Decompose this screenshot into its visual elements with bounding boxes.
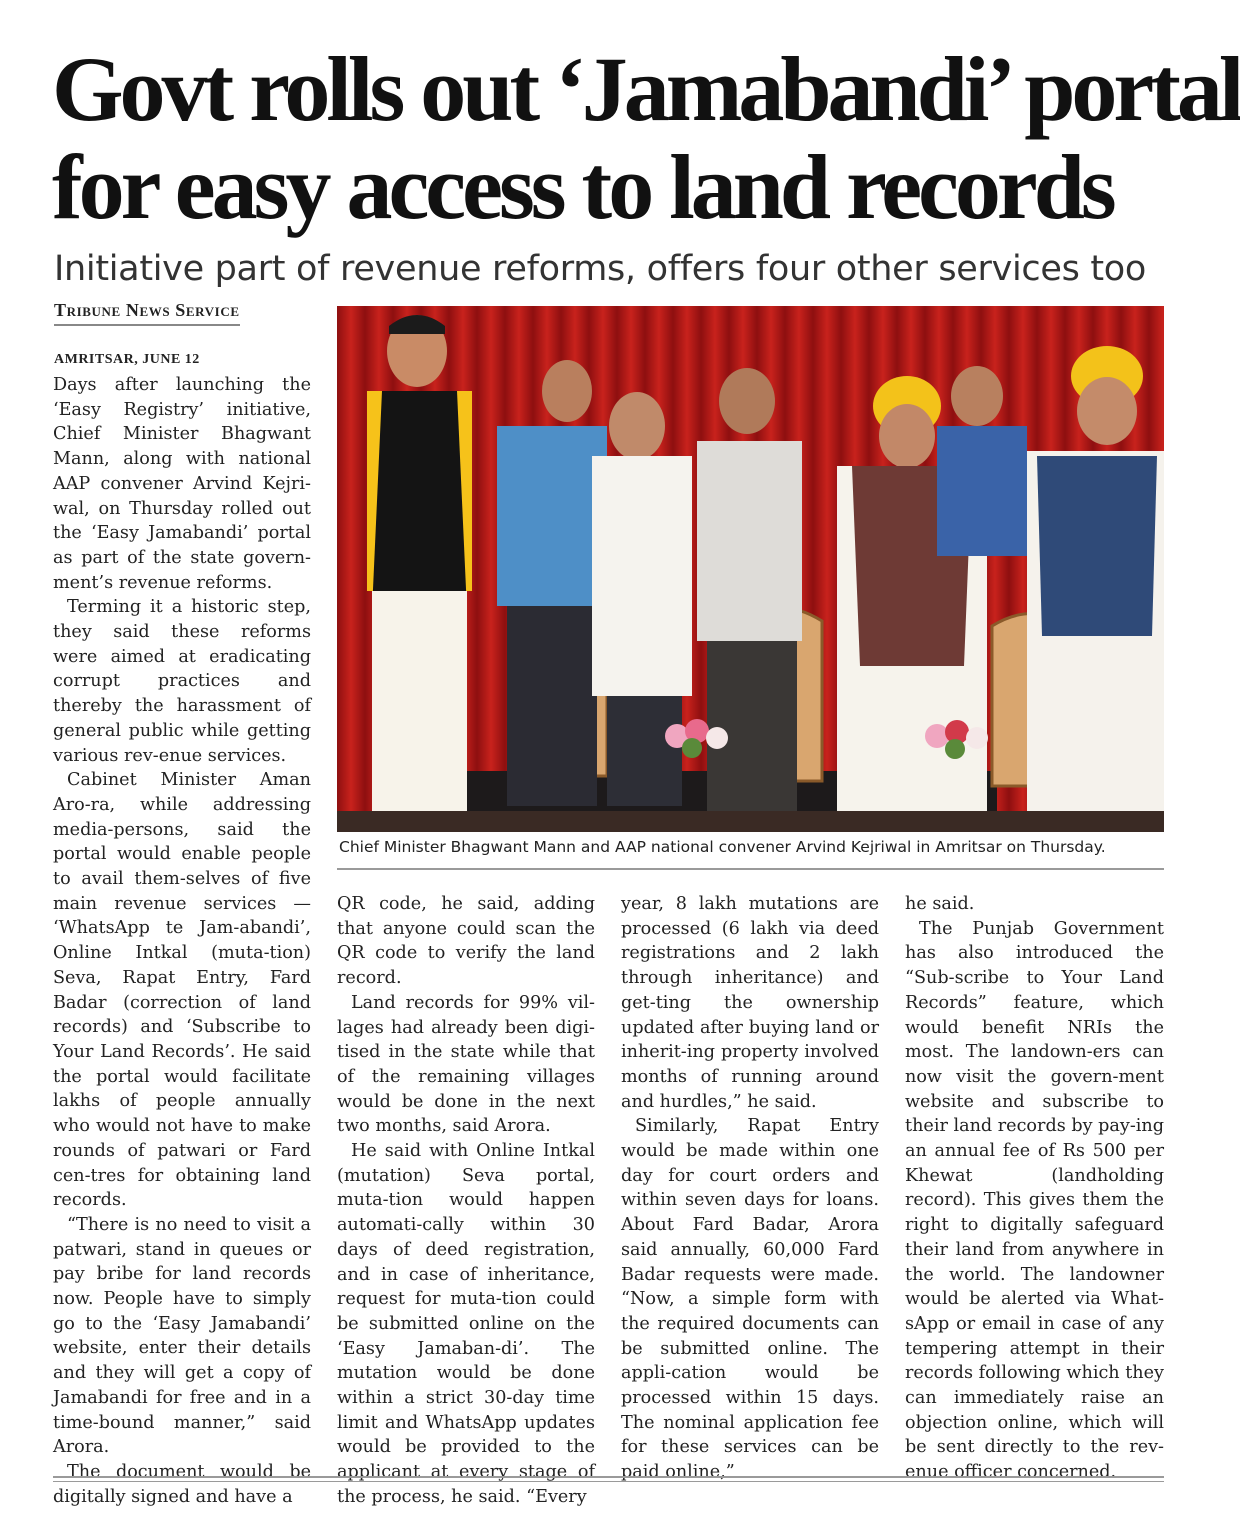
paragraph: QR code, he said, adding that anyone could scan the QR code to verify the land record. <box>337 894 595 989</box>
news-photo <box>337 306 1164 832</box>
photo-illustration <box>337 306 1164 832</box>
paragraph: He said with Online Intkal (mutation) Seva portal, muta-tion would happen automati-cally within 30 days of deed registration, and in case of inheritance, request for muta-tion could be submitted online on the ‘Easy Jamaban-di’. The mutation would be done within a strict 30-day time limit and WhatsApp updates would be provided to the applicant at every stage of the process, he said. “Every <box>337 1141 595 1507</box>
article-column-2 <box>337 892 595 1507</box>
paragraph: he said. <box>905 894 975 914</box>
photo-caption: Chief Minister Bhagwant Mann and AAP national convener Arvind Kejriwal in Amritsar on Thursday. <box>339 838 1106 856</box>
dateline: AMRITSAR, JUNE 12 <box>54 352 200 367</box>
paragraph: Terming it a historic step, they said these reforms were aimed at eradicating corrupt practices and thereby the harassment of general public while getting various rev-enue services. <box>53 597 311 766</box>
article-column-3 <box>621 892 879 1483</box>
headline-line-2: for easy access to land records <box>52 136 1113 238</box>
paragraph: “There is no need to visit a patwari, stand in queues or pay bribe for land records now. People have to simply go to the ‘Easy Jamabandi’ website, enter their details and they will get a copy of Jamabandi for free and in a time-bound manner,” said Arora. <box>53 1214 311 1458</box>
paragraph: year, 8 lakh mutations are processed (6 lakh via deed registrations and 2 lakh through inheritance) and get-ting the ownership updated after buying land or inherit-ing property involved months of running around and hurdles,” he said. <box>621 894 879 1112</box>
person-2 <box>497 360 607 806</box>
paragraph: Land records for 99% vil-lages had already been digi-tised in the state while that of the remaining villages would be done in the next two months, said Arora. <box>337 992 595 1137</box>
subheadline: Initiative part of revenue reforms, offers four other services too <box>54 249 1146 289</box>
paragraph: The document would be digitally signed and have a <box>53 1461 311 1507</box>
byline: Tribune News Service <box>54 300 240 326</box>
article-column-1 <box>53 373 311 1507</box>
paragraph: The Punjab Government has also introduced the “Sub-scribe to Your Land Records” feature, which would benefit NRIs the most. The landown-ers can now visit the govern-ment website and subscribe to their land records by pay-ing an annual fee of Rs 500 per Khewat (landholding record). This gives them the right to digitally safeguard their land from anywhere in the world. The landowner would be alerted via What-sApp or email in case of any tempering attempt in their records following which they can immediately raise an objection online, which will be sent directly to the rev-enue officer concerned. <box>905 918 1164 1483</box>
footer-divider <box>53 1476 1164 1482</box>
paragraph: Cabinet Minister Aman Aro-ra, while addressing media-persons, said the portal would enable people to avail them-selves of five main revenue services — ‘WhatsApp te Jam-abandi’, Online Intkal (muta-tion) Seva, Rapat Entry, Fard Badar (correction of land records) and ‘Subscribe to Your Land Records’. He said the portal would facilitate lakhs of people annually who would not have to make rounds of patwari or Fard cen-tres for obtaining land records. <box>53 770 311 1211</box>
article-column-4 <box>905 892 1164 1483</box>
paragraph: Days after launching the ‘Easy Registry’ initiative, Chief Minister Bhagwant Mann, along with national AAP convener Arvind Kejri-wal, on Thursday rolled out the ‘Easy Jamabandi’ portal as part of the state govern-ment’s revenue reforms. <box>53 375 311 593</box>
caption-divider <box>337 868 1164 870</box>
headline-line-1: Govt rolls out ‘Jamabandi’ portal <box>52 38 1240 140</box>
headline <box>52 38 1240 238</box>
paragraph: Similarly, Rapat Entry would be made within one day for court orders and within seven days for loans. About Fard Badar, Arora said annually, 60,000 Fard Badar requests were made. “Now, a simple form with the required documents can be submitted online. The appli-cation would be processed within 15 days. The nominal application fee for these services can be paid online,” <box>621 1116 879 1483</box>
